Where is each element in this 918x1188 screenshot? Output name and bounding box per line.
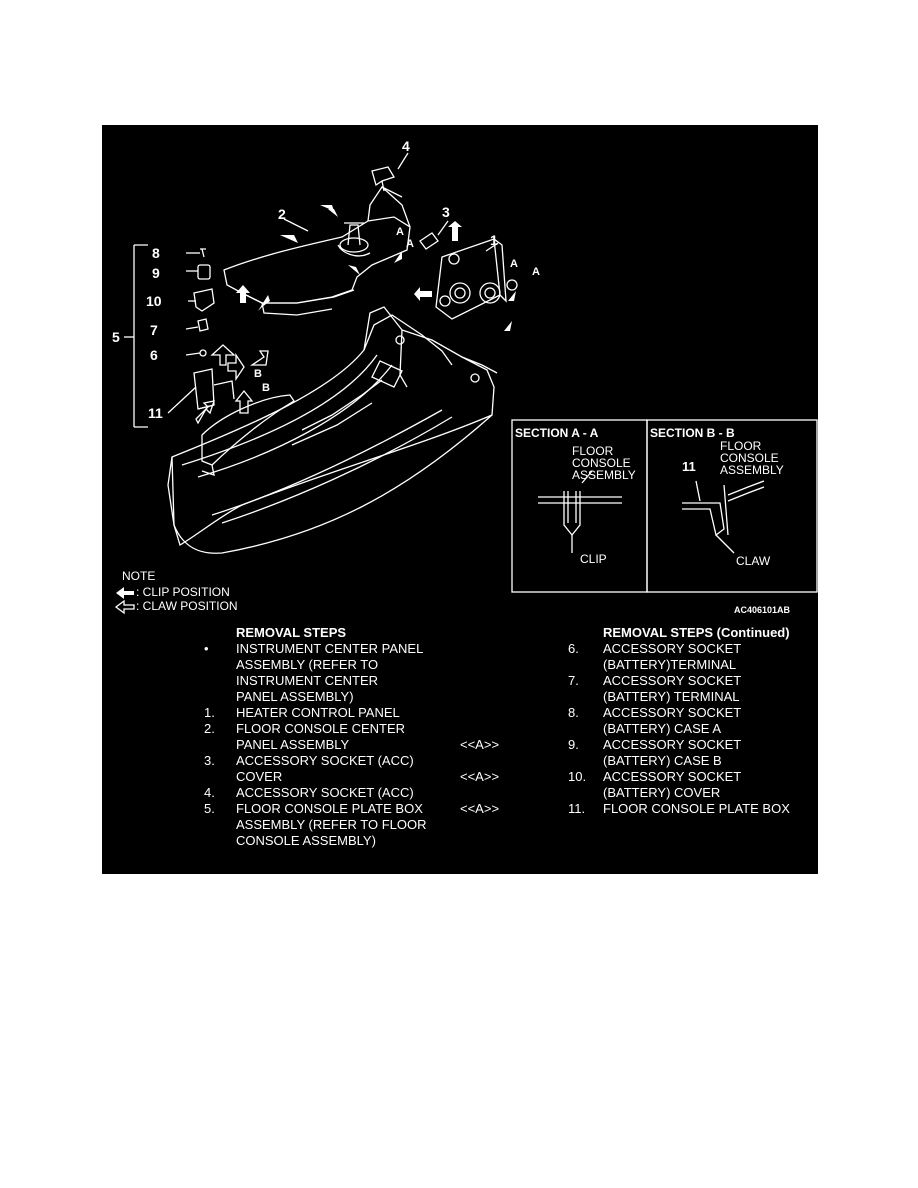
section-bb-claw: CLAW (736, 554, 771, 568)
step-text: ASSEMBLY (REFER TO FLOOR (236, 817, 427, 832)
step-row (204, 657, 464, 673)
callout-11: 11 (148, 405, 163, 421)
note-claw: : CLAW POSITION (136, 599, 238, 613)
step-row (568, 753, 818, 769)
figure-code: AC406101AB (734, 605, 791, 615)
step-text: FLOOR CONSOLE PLATE BOX (236, 801, 423, 816)
step-row (204, 753, 464, 769)
accessory-socket-part (372, 167, 394, 191)
step-text: ACCESSORY SOCKET (603, 737, 742, 752)
step-row (568, 769, 818, 785)
step-row (568, 721, 818, 737)
section-aa-console-1: FLOOR (572, 444, 614, 458)
section-bb-title: SECTION B - B (650, 426, 735, 440)
step-row (568, 785, 818, 801)
leader-lines (168, 153, 498, 413)
step-row (204, 769, 464, 785)
removal-steps-left (204, 625, 464, 849)
step-text: PANEL ASSEMBLY (236, 737, 350, 752)
step-row (568, 705, 818, 721)
step-text: ASSEMBLY (REFER TO (236, 657, 379, 672)
step-row (204, 817, 464, 833)
action-mark-1: <<A>> (460, 737, 500, 752)
exploded-socket-parts (194, 249, 234, 409)
section-bb-part: 11 (682, 459, 696, 474)
callout-1: 1 (490, 232, 498, 248)
step-number: 1. (204, 705, 215, 720)
step-text: (BATTERY)TERMINAL (603, 657, 737, 672)
action-mark-2: <<A>> (460, 769, 500, 784)
step-row (204, 705, 464, 721)
callout-4: 4 (402, 138, 410, 154)
step-text: COVER (236, 769, 283, 784)
marker-a-2: A (406, 238, 414, 250)
step-row (568, 737, 818, 753)
step-text: ACCESSORY SOCKET (ACC) (236, 753, 414, 768)
callout-9: 9 (152, 265, 160, 281)
step-text: HEATER CONTROL PANEL (236, 705, 400, 720)
callout-8: 8 (152, 245, 160, 261)
callout-10: 10 (146, 293, 162, 309)
removal-steps-right (568, 625, 818, 817)
removal-steps-continued-title: REMOVAL STEPS (Continued) (603, 625, 790, 640)
section-bb-console-3: ASSEMBLY (720, 463, 784, 477)
step-row (204, 673, 464, 689)
callout-2: 2 (278, 206, 286, 222)
note-clip: : CLIP POSITION (136, 585, 230, 599)
section-aa-clip: CLIP (580, 552, 607, 566)
callout-3: 3 (442, 204, 450, 220)
step-row (568, 641, 818, 657)
step-text: FLOOR CONSOLE CENTER (236, 721, 406, 736)
step-text: ACCESSORY SOCKET (603, 673, 742, 688)
clip-legend-icon (116, 587, 134, 599)
removal-steps-right-list (568, 641, 818, 817)
marker-b-1: B (254, 368, 262, 380)
step-text: CONSOLE ASSEMBLY) (236, 833, 376, 848)
callout-6: 6 (150, 347, 158, 363)
note-title: NOTE (122, 569, 156, 583)
step-text: INSTRUMENT CENTER PANEL (236, 641, 424, 656)
section-labels (122, 426, 784, 613)
marker-b-2: B (262, 382, 270, 394)
section-bb-drawing (682, 481, 764, 553)
step-row (204, 737, 464, 753)
clip-arrows (236, 205, 516, 331)
step-text: ACCESSORY SOCKET (603, 769, 742, 784)
removal-steps-left-list (204, 641, 464, 849)
heater-control-panel (436, 239, 517, 319)
step-text: INSTRUMENT CENTER (236, 673, 379, 688)
step-number: 8. (568, 705, 579, 720)
step-number: 7. (568, 673, 579, 688)
marker-a-4: A (532, 266, 540, 278)
step-text: FLOOR CONSOLE PLATE BOX (603, 801, 790, 816)
action-mark-3: <<A>> (460, 801, 500, 816)
step-row (204, 801, 464, 817)
section-aa-console-2: CONSOLE (572, 456, 631, 470)
section-aa-drawing (538, 471, 622, 553)
section-aa-title: SECTION A - A (515, 426, 599, 440)
step-number: 11. (568, 801, 586, 816)
step-row (568, 673, 818, 689)
step-row (204, 689, 464, 705)
callout-labels (112, 138, 498, 421)
step-number: 5. (204, 801, 215, 816)
step-text: (BATTERY) COVER (603, 785, 721, 800)
section-bb-console-1: FLOOR (720, 439, 762, 453)
step-row (204, 721, 464, 737)
section-bb-console-2: CONSOLE (720, 451, 779, 465)
step-number: 4. (204, 785, 215, 800)
step-number: 2. (204, 721, 215, 736)
callout-5: 5 (112, 329, 120, 345)
step-text: (BATTERY) TERMINAL (603, 689, 740, 704)
step-number: 10. (568, 769, 587, 784)
exploded-view-figure (102, 125, 818, 874)
step-row (204, 833, 464, 849)
step-row (568, 801, 818, 817)
step-row (568, 657, 818, 673)
step-text: ACCESSORY SOCKET (ACC) (236, 785, 414, 800)
step-number: • (204, 641, 209, 656)
floor-console-body (168, 307, 497, 553)
step-number: 6. (568, 641, 579, 656)
group-bracket (134, 245, 148, 427)
marker-a-1: A (396, 226, 404, 238)
marker-a-3: A (510, 258, 518, 270)
callout-7: 7 (150, 322, 158, 338)
step-text: PANEL ASSEMBLY) (236, 689, 354, 704)
step-text: ACCESSORY SOCKET (603, 641, 742, 656)
console-center-panel (224, 187, 410, 315)
step-row (568, 689, 818, 705)
section-aa-console-3: ASSEMBLY (572, 468, 636, 482)
socket-cover-part (420, 233, 438, 249)
step-number: 3. (204, 753, 215, 768)
step-text: (BATTERY) CASE A (603, 721, 721, 736)
step-row (204, 785, 464, 801)
step-number: 9. (568, 737, 579, 752)
step-text: ACCESSORY SOCKET (603, 705, 742, 720)
step-text: (BATTERY) CASE B (603, 753, 722, 768)
removal-steps-title: REMOVAL STEPS (236, 625, 347, 640)
step-row (204, 641, 464, 657)
claw-legend-icon (116, 601, 134, 613)
